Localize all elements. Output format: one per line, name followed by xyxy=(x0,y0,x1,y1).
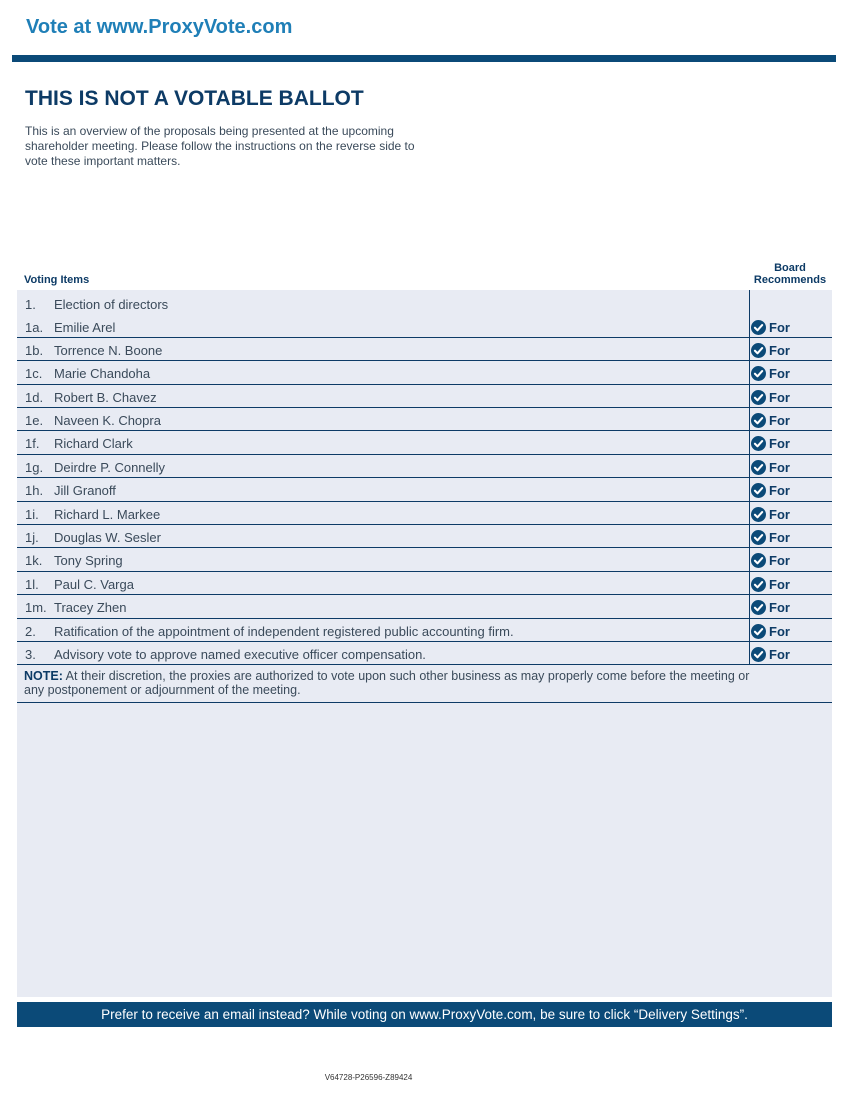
table-row xyxy=(17,595,832,619)
board-recommendation xyxy=(751,624,790,639)
board-recommendation xyxy=(751,600,790,615)
item-number: 1e. xyxy=(25,413,44,428)
board-recommendation xyxy=(751,483,790,498)
board-recommends-header: Board Recommends xyxy=(753,262,827,286)
item-number: 1j. xyxy=(25,530,39,545)
recommendation-label: For xyxy=(769,507,790,522)
item-text: Election of directors xyxy=(54,297,169,312)
item-number: 1c. xyxy=(25,366,43,381)
board-recommendation xyxy=(751,507,790,522)
table-row xyxy=(17,478,832,502)
item-number: 1g. xyxy=(25,460,44,475)
item-number: 1. xyxy=(25,297,36,312)
item-number: 2. xyxy=(25,624,36,639)
recommendation-label: For xyxy=(769,320,790,335)
item-number: 1f. xyxy=(25,436,40,451)
table-row xyxy=(17,361,832,385)
site-link[interactable]: Vote at www.ProxyVote.com xyxy=(26,16,293,38)
table-row xyxy=(17,408,832,431)
item-number: 1b. xyxy=(25,343,44,358)
note-divider xyxy=(17,702,832,703)
check-circle-icon xyxy=(751,320,766,335)
recommendation-label: For xyxy=(769,390,790,405)
item-text: Emilie Arel xyxy=(54,320,116,335)
item-number: 3. xyxy=(25,647,36,662)
item-text: Tracey Zhen xyxy=(54,600,127,615)
note-label: NOTE: xyxy=(24,669,63,683)
table-row xyxy=(17,338,832,361)
board-recommendation xyxy=(751,460,790,475)
recommendation-label: For xyxy=(769,530,790,545)
check-circle-icon xyxy=(751,483,766,498)
check-circle-icon xyxy=(751,460,766,475)
document-code: V64728-P26596-Z89424 xyxy=(324,1073,413,1082)
table-row xyxy=(17,385,832,408)
item-number: 1l. xyxy=(25,577,39,592)
item-text: Deirdre P. Connelly xyxy=(54,460,166,475)
recommendation-label: For xyxy=(769,577,790,592)
item-text: Torrence N. Boone xyxy=(54,343,163,358)
item-number: 1d. xyxy=(25,390,44,405)
board-recommendation xyxy=(751,390,790,405)
table-row xyxy=(17,548,832,572)
item-text: Richard L. Markee xyxy=(54,507,161,522)
recommendation-label: For xyxy=(769,624,790,639)
check-circle-icon xyxy=(751,530,766,545)
item-text: Naveen K. Chopra xyxy=(54,413,161,428)
recommendation-label: For xyxy=(769,647,790,662)
check-circle-icon xyxy=(751,436,766,451)
recommendation-label: For xyxy=(769,343,790,358)
table-row xyxy=(17,502,832,525)
note xyxy=(24,669,764,697)
recommendation-label: For xyxy=(769,436,790,451)
table-row xyxy=(17,619,832,642)
board-recommendation xyxy=(751,577,790,592)
table-row xyxy=(17,455,832,478)
check-circle-icon xyxy=(751,624,766,639)
recommendation-label: For xyxy=(769,366,790,381)
check-circle-icon xyxy=(751,600,766,615)
item-text: Marie Chandoha xyxy=(54,366,151,381)
check-circle-icon xyxy=(751,553,766,568)
board-recommendation xyxy=(751,530,790,545)
table-row xyxy=(17,525,832,548)
item-number: 1i. xyxy=(25,507,39,522)
table-row xyxy=(17,315,832,338)
item-text: Jill Granoff xyxy=(54,483,116,498)
check-circle-icon xyxy=(751,413,766,428)
check-circle-icon xyxy=(751,366,766,381)
board-recommendation xyxy=(751,413,790,428)
check-circle-icon xyxy=(751,507,766,522)
item-text: Tony Spring xyxy=(54,553,123,568)
voting-items-header: Voting Items xyxy=(24,274,90,286)
check-circle-icon xyxy=(751,390,766,405)
board-recommendation xyxy=(751,366,790,381)
item-text: Ratification of the appointment of independent registered public accounting firm. xyxy=(54,624,514,639)
table-row xyxy=(17,431,832,455)
delivery-settings-banner: Prefer to receive an email instead? While voting on www.ProxyVote.com, be sure to click “Delivery Settings”. xyxy=(17,1002,832,1027)
item-number: 1k. xyxy=(25,553,43,568)
check-circle-icon xyxy=(751,647,766,662)
item-text: Robert B. Chavez xyxy=(54,390,157,405)
item-text: Paul C. Varga xyxy=(54,577,134,592)
board-recommendation xyxy=(751,320,790,335)
item-number: 1h. xyxy=(25,483,44,498)
recommendation-label: For xyxy=(769,553,790,568)
check-circle-icon xyxy=(751,577,766,592)
check-circle-icon xyxy=(751,343,766,358)
top-rule xyxy=(12,55,836,62)
board-recommendation xyxy=(751,647,790,662)
recommendation-label: For xyxy=(769,483,790,498)
item-text: Douglas W. Sesler xyxy=(54,530,161,545)
item-number: 1a. xyxy=(25,320,44,335)
table-row xyxy=(17,292,832,315)
recommendation-label: For xyxy=(769,413,790,428)
item-number: 1m. xyxy=(25,600,47,615)
item-text: Advisory vote to approve named executive officer compensation. xyxy=(54,647,426,662)
board-recommendation xyxy=(751,343,790,358)
recommendation-label: For xyxy=(769,460,790,475)
board-recommendation xyxy=(751,436,790,451)
table-row xyxy=(17,642,832,665)
recommendation-label: For xyxy=(769,600,790,615)
table-row xyxy=(17,572,832,595)
board-recommendation xyxy=(751,553,790,568)
page-title: THIS IS NOT A VOTABLE BALLOT xyxy=(25,87,364,110)
item-text: Richard Clark xyxy=(54,436,133,451)
intro-text: This is an overview of the proposals being presented at the upcoming shareholder meeting. Please follow the instructions on the reverse side to vote these important matters. xyxy=(25,124,415,168)
note-text: At their discretion, the proxies are authorized to vote upon such other business as may properly come before the meeting or any postponement or adjournment of the meeting. xyxy=(24,669,750,697)
